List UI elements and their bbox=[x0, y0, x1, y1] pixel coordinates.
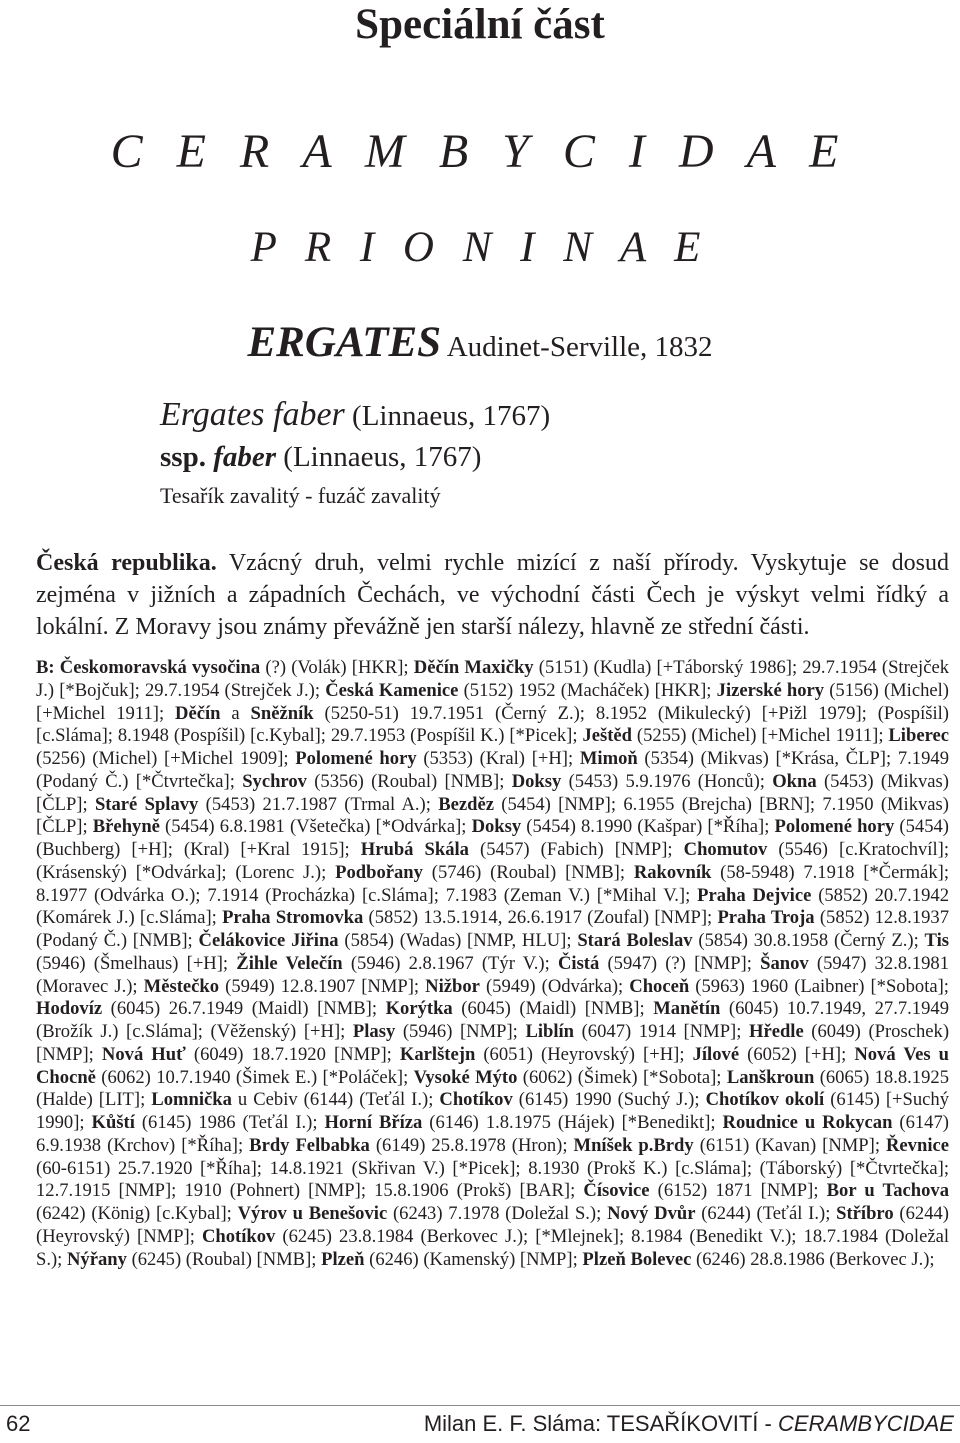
subspecies-author: (Linnaeus, 1767) bbox=[276, 441, 482, 473]
genus-author: Audinet-Serville, 1832 bbox=[441, 331, 713, 363]
record-text: (5356) (Roubal) [NMB]; bbox=[306, 770, 512, 792]
species-heading bbox=[160, 396, 860, 439]
locality-name: Choceň bbox=[629, 975, 690, 997]
locality-name: Liblín bbox=[525, 1021, 575, 1042]
record-text: (5354) (Mikvas) [*Krása, ČLP]; 7.1949 (Podaný Č.) [*Čtvrtečka]; bbox=[36, 748, 949, 792]
footer-family: CERAMBYCIDAE bbox=[777, 1411, 954, 1436]
running-footer bbox=[424, 1410, 954, 1438]
locality-name: Tis bbox=[924, 930, 950, 951]
region-code: B: bbox=[36, 657, 55, 678]
locality-name: Lanškroun bbox=[726, 1066, 815, 1088]
subfamily-title: P R I O N I N A E bbox=[250, 224, 710, 271]
record-text: (6045) 26.7.1949 (Maidl) [NMB]; bbox=[102, 998, 386, 1020]
locality-name: Plzeň Bolevec bbox=[582, 1248, 692, 1270]
record-text: (6145) 1986 (Teťál I.); bbox=[134, 1112, 325, 1133]
record-text: (5457) (Fabich) [NMP]; bbox=[468, 839, 684, 860]
locality-name: Polomené hory bbox=[295, 748, 417, 769]
locality-name: Doksy bbox=[471, 816, 522, 838]
locality-name: Korýtka bbox=[385, 998, 453, 1020]
record-text: (5852) 12.8.1937 (Podaný Č.) [NMB]; bbox=[36, 907, 950, 951]
locality-name: Děčín bbox=[175, 702, 221, 724]
locality-name: Čísovice bbox=[583, 1180, 650, 1202]
record-text: (6045) (Maidl) [NMB]; bbox=[452, 998, 654, 1020]
record-text: (5949) 12.8.1907 [NMP]; bbox=[219, 975, 426, 997]
locality-name: Manětín bbox=[653, 998, 721, 1020]
locality-name: Mimoň bbox=[579, 748, 638, 769]
record-text: (58-5948) 7.1918 [*Čermák]; 8.1977 (Odvárka O.); 7.1914 (Procházka) [c.Sláma]; 7.1983 (Zeman V.) [*Mihal V.]; bbox=[36, 861, 949, 906]
record-text: (6049) (Proschek) [NMP]; bbox=[36, 1021, 950, 1065]
record-text: (5255) (Michel) [+Michel 1911]; bbox=[632, 725, 889, 747]
record-text: (?) (Volák) [HKR]; bbox=[260, 657, 414, 678]
locality-name: Praha Troja bbox=[717, 907, 815, 929]
record-text: (5949) (Odvárka); bbox=[479, 975, 630, 997]
record-text: (5947) 32.8.1981 (Moravec J.); bbox=[36, 952, 950, 997]
record-text: (5454) [NMP]; 6.1955 (Brejcha) [BRN]; 7.1950 (Mikvas) [ČLP]; bbox=[36, 793, 949, 838]
locality-name: Lomnička bbox=[151, 1089, 232, 1111]
record-text: (5947) (?) [NMP]; bbox=[599, 952, 761, 974]
record-text: (5453) 21.7.1987 (Trmal A.); bbox=[198, 793, 439, 815]
record-text: (6152) 1871 [NMP]; bbox=[649, 1180, 827, 1202]
record-text: (6049) 18.7.1920 [NMP]; bbox=[185, 1043, 400, 1065]
record-text: (5156) (Michel) [+Michel 1911]; bbox=[36, 679, 950, 724]
locality-name: Ještěd bbox=[582, 725, 633, 747]
locality-name: Vysoké Mýto bbox=[413, 1066, 518, 1088]
locality-name: Plzeň bbox=[321, 1248, 365, 1270]
record-text: (5854) (Wadas) [NMP, HLU]; bbox=[338, 930, 578, 951]
locality-name: Nižbor bbox=[425, 975, 480, 997]
locality-name: Chotíkov bbox=[439, 1089, 513, 1111]
locality-name: Čistá bbox=[557, 952, 600, 974]
record-text: (6244) (Heyrovský) [NMP]; bbox=[36, 1203, 949, 1247]
record-text: (5454) 8.1990 (Kašpar) [*Říha]; bbox=[521, 816, 775, 838]
locality-name: Nový Dvůr bbox=[607, 1203, 696, 1224]
locality-name: Chomutov bbox=[683, 839, 768, 860]
record-text: (6062) 10.7.1940 (Šimek E.) [*Poláček]; bbox=[95, 1066, 414, 1088]
locality-name: Stará Boleslav bbox=[577, 930, 693, 951]
locality-name: Česká Kamenice bbox=[325, 679, 459, 701]
locality-name: Hrubá Skála bbox=[360, 839, 469, 860]
locality-name: Rakovník bbox=[633, 861, 712, 883]
locality-name: Českomoravská vysočina bbox=[54, 657, 261, 678]
record-text: (5152) 1952 (Macháček) [HKR]; bbox=[458, 679, 717, 701]
locality-name: Praha Stromovka bbox=[222, 907, 364, 929]
record-text: (5546) [c.Kratochvíl]; (Krásenský) [*Odvárka]; (Lorenc J.); bbox=[36, 839, 949, 883]
locality-name: Hodovíz bbox=[36, 998, 103, 1020]
record-text: (6051) (Heyrovský) [+H]; bbox=[475, 1043, 693, 1065]
locality-name: Břehyně bbox=[92, 816, 160, 838]
locality-name: Žihle Velečín bbox=[236, 952, 343, 974]
species-author: (Linnaeus, 1767) bbox=[344, 400, 551, 432]
record-text: (6242) (König) [c.Kybal]; bbox=[36, 1203, 238, 1224]
locality-name: Výrov u Benešovic bbox=[237, 1203, 388, 1224]
locality-name: Kůští bbox=[91, 1112, 135, 1133]
record-text: (5453) (Mikvas) [ČLP]; bbox=[36, 770, 949, 815]
record-text: u Cebiv (6144) (Teťál I.); bbox=[231, 1089, 440, 1111]
record-text: (5852) 13.5.1914, 26.6.1917 (Zoufal) [NMP]; bbox=[363, 907, 718, 929]
locality-name: Okna bbox=[772, 770, 817, 792]
record-text: (5946) 2.8.1967 (Týr V.); bbox=[342, 952, 558, 974]
record-text: (6244) (Teťál I.); bbox=[695, 1203, 837, 1224]
locality-name: Jílové bbox=[692, 1043, 740, 1065]
record-text: (6145) 1990 (Suchý J.); bbox=[512, 1089, 706, 1111]
intro-text: Vzácný druh, velmi rychle mizící z naší přírody. Vyskytuje se dosud zejména v jižních a západních Čechách, ve východní části Čech je výskyt velmi řídký a lokální. Z Moravy jsou známy převážně jen starší nálezy, hlavně ze střední části. bbox=[36, 550, 950, 640]
footer-author-title: Milan E. F. Sláma: TESAŘÍKOVITÍ - bbox=[423, 1411, 778, 1436]
record-text: (5453) 5.9.1976 (Honců); bbox=[561, 770, 773, 792]
locality-name: Horní Bříza bbox=[324, 1112, 423, 1133]
locality-name: Mníšek p.Brdy bbox=[573, 1134, 694, 1156]
records-body bbox=[36, 657, 949, 1270]
species-name: Ergates faber bbox=[160, 396, 345, 433]
subspecies-name: faber bbox=[213, 441, 277, 473]
record-text: (5353) (Kral) [+H]; bbox=[416, 748, 580, 769]
subspecies-heading bbox=[160, 439, 860, 476]
record-text: (5963) 1960 (Laibner) [*Sobota]; bbox=[689, 975, 949, 997]
locality-name: Chotíkov okolí bbox=[705, 1089, 825, 1111]
locality-name: Chotíkov bbox=[201, 1225, 276, 1247]
locality-records bbox=[36, 657, 949, 1271]
locality-name: Stříbro bbox=[836, 1203, 894, 1224]
record-text: (5151) (Kudla) [+Táborský 1986]; 29.7.1954 (Strejček J.) [*Bojčuk]; 29.7.1954 (Strejček J.); bbox=[36, 657, 949, 701]
locality-name: Praha Dejvice bbox=[697, 884, 812, 906]
locality-name: Plasy bbox=[352, 1021, 396, 1042]
locality-name: Liberec bbox=[888, 725, 949, 747]
locality-name: Polomené hory bbox=[774, 816, 895, 838]
locality-name: Karlštejn bbox=[399, 1043, 476, 1065]
locality-name: Nýřany bbox=[67, 1248, 127, 1270]
record-text: (6062) (Šimek) [*Sobota]; bbox=[517, 1066, 727, 1088]
record-text: (6047) 1914 [NMP]; bbox=[574, 1021, 749, 1042]
record-text: (6243) 7.1978 (Doležal S.); bbox=[387, 1203, 608, 1224]
locality-name: Čelákovice Jiřina bbox=[198, 930, 339, 951]
record-text: (5946) (Šmelhaus) [+H]; bbox=[36, 952, 237, 974]
record-text: (6246) 28.8.1986 (Berkovec J.); bbox=[691, 1248, 935, 1270]
locality-name: Podbořany bbox=[335, 861, 423, 883]
record-text: (5256) (Michel) [+Michel 1909]; bbox=[36, 748, 296, 769]
record-text: (6245) (Roubal) [NMB]; bbox=[126, 1248, 322, 1270]
record-text: (6245) 23.8.1984 (Berkovec J.); [*Mlejnek]; 8.1984 (Benedikt V.); 18.7.1984 (Doležal S.); bbox=[36, 1225, 949, 1270]
record-text: (5854) 30.8.1958 (Černý Z.); bbox=[692, 930, 925, 951]
locality-name: Nová Ves u Chocně bbox=[36, 1043, 949, 1088]
locality-name: Hředle bbox=[748, 1021, 804, 1042]
record-text: (5250-51) 19.7.1951 (Černý Z.); 8.1952 (Mikulecký) [+Pižl 1979]; (Pospíšil) [c.Sláma]; 8.1948 (Pospíšil) [c.Kybal]; 29.7.1953 (Pospíšil K.) [*Picek]; bbox=[36, 702, 949, 747]
locality-name: Děčín Maxičky bbox=[413, 657, 534, 678]
record-text: (5852) 20.7.1942 (Komárek J.) [c.Sláma]; bbox=[36, 884, 949, 929]
record-text: (6065) 18.8.1925 (Halde) [LIT]; bbox=[36, 1066, 949, 1111]
record-text: (60-6151) 25.7.1920 [*Říha]; 14.8.1921 (Skřivan V.) [*Picek]; 8.1930 (Prokš K.) [c.Sláma]; (Táborský) [*Čtvrtečka]; 12.7.1915 [NMP]; 1910 (Pohnert) [NMP]; 15.8.1906 (Prokš) [BAR]; bbox=[36, 1157, 949, 1202]
distribution-intro bbox=[36, 547, 949, 643]
locality-name: Bezděz bbox=[438, 793, 494, 815]
record-text: (6052) [+H]; bbox=[739, 1043, 855, 1065]
section-title: Speciální část bbox=[355, 1, 605, 48]
record-text: (6246) (Kamenský) [NMP]; bbox=[364, 1248, 583, 1270]
locality-name: Řevnice bbox=[886, 1134, 949, 1156]
locality-name: Roudnice u Rokycan bbox=[722, 1112, 893, 1133]
family-title: C E R A M B Y C I D A E bbox=[110, 125, 850, 178]
record-text: (5454) 6.8.1981 (Všetečka) [*Odvárka]; bbox=[159, 816, 472, 838]
record-text: (6151) (Kavan) [NMP]; bbox=[693, 1134, 886, 1156]
record-text: (5746) (Roubal) [NMB]; bbox=[422, 861, 634, 883]
locality-name: Sněžník bbox=[250, 702, 314, 724]
locality-name: Sychrov bbox=[242, 770, 307, 792]
locality-name: Šanov bbox=[760, 952, 809, 974]
record-text: (5454) (Buchberg) [+H]; (Kral) [+Kral 1915]; bbox=[36, 816, 949, 860]
species-block bbox=[160, 396, 860, 516]
record-text: (6146) 1.8.1975 (Hájek) [*Benedikt]; bbox=[422, 1112, 723, 1133]
locality-name: Brdy Felbabka bbox=[249, 1134, 370, 1156]
record-text: (5946) [NMP]; bbox=[395, 1021, 526, 1042]
locality-name: Městečko bbox=[143, 975, 220, 997]
record-text: (6145) [+Suchý 1990]; bbox=[36, 1089, 950, 1133]
record-text: (6045) 10.7.1949, 27.7.1949 (Brožík J.) [c.Sláma]; (Věženský) [+H]; bbox=[36, 998, 949, 1042]
locality-name: Nová Huť bbox=[101, 1043, 186, 1065]
locality-name: Staré Splavy bbox=[94, 793, 199, 815]
record-text: a bbox=[220, 702, 251, 724]
common-names: Tesařík zavalitý - fuzáč zavalitý bbox=[160, 483, 441, 508]
locality-name: Jizerské hory bbox=[716, 679, 825, 701]
country-heading: Česká republika. bbox=[36, 550, 217, 576]
subspecies-abbr: ssp. bbox=[160, 441, 214, 473]
record-text: (6147) 6.9.1938 (Krchov) [*Říha]; bbox=[36, 1112, 949, 1156]
page-number: 62 bbox=[6, 1411, 31, 1436]
locality-name: Bor u Tachova bbox=[826, 1180, 949, 1202]
record-text: (6149) 25.8.1978 (Hron); bbox=[369, 1134, 574, 1156]
locality-name: Doksy bbox=[511, 770, 562, 792]
genus-name: ERGATES bbox=[247, 319, 442, 366]
genus-heading bbox=[0, 318, 960, 377]
footer-divider bbox=[0, 1405, 960, 1406]
